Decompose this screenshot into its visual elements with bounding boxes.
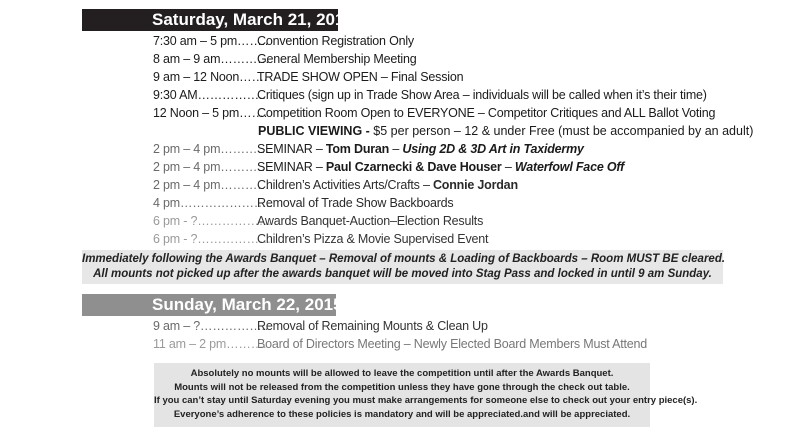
saturday-header: Saturday, March 21, 2015: [82, 9, 338, 31]
banquet-notice-line: Immediately following the Awards Banquet – Removal of mounts & Loading of Backboards – Room MUST BE cleared.: [82, 253, 726, 265]
row-description: General Membership Meeting: [257, 52, 417, 66]
row-time: 9 am – ?……………..: [153, 319, 269, 333]
schedule-row: [153, 68, 463, 86]
row-description: Awards Banquet-Auction–Election Results: [257, 214, 484, 228]
seminar-title: Waterfowl Face Off: [514, 160, 625, 174]
seminar-prefix: SEMINAR –: [257, 160, 326, 174]
banquet-notice-line: All mounts not picked up after the awards banquet will be moved into Stag Pass and locked in until 9 am Sunday.: [93, 268, 712, 280]
schedule-row: [153, 140, 584, 158]
schedule-row: [153, 32, 414, 50]
row-description: Convention Registration Only: [257, 34, 414, 48]
policy-line: Mounts will not be released from the competition unless they have gone through the check out table.: [174, 381, 630, 393]
separator: –: [501, 160, 515, 174]
activity-prefix: Children’s Activities Arts/Crafts –: [257, 178, 433, 192]
row-description: [257, 140, 584, 158]
schedule-row: [153, 158, 624, 176]
presenter-name: Tom Duran: [325, 142, 390, 156]
schedule-row: [153, 212, 483, 230]
schedule-row: [153, 230, 488, 248]
row-time: 6 pm - ?………………: [153, 232, 272, 246]
row-time: 9 am – 12 Noon…….: [153, 70, 268, 84]
schedule-row: [153, 335, 647, 353]
banquet-notice-band: [82, 250, 726, 284]
policy-notice-box: [154, 363, 698, 427]
schedule-row: [153, 104, 715, 122]
row-description: Critiques (sign up in Trade Show Area – individuals will be called when it’s their time): [257, 88, 707, 102]
separator: –: [389, 142, 403, 156]
policy-line: If you can’t stay until Saturday evening you must make arrangements for someone else to check out your entry piece(s).: [154, 395, 698, 407]
row-description: Children’s Pizza & Movie Supervised Event: [257, 232, 489, 246]
presenter-name: Paul Czarnecki & Dave Houser: [325, 160, 502, 174]
public-viewing-text: $5 per person – 12 & under Free (must be accompanied by an adult): [369, 124, 754, 138]
policy-line: Everyone’s adherence to these policies is mandatory and will be appreciated.and will be appreciated.: [173, 408, 631, 420]
row-time: 4 pm…………………..: [153, 196, 273, 210]
public-viewing-label: PUBLIC VIEWING -: [258, 124, 370, 138]
row-description: Board of Directors Meeting – Newly Elected Board Members Must Attend: [257, 337, 648, 351]
policy-line: Absolutely no mounts will be allowed to leave the competition until after the Awards Banquet.: [190, 368, 614, 379]
sunday-header: Sunday, March 22, 2015: [82, 294, 336, 316]
row-time: 2 pm – 4 pm…………: [153, 178, 270, 192]
schedule-row: [153, 50, 416, 68]
row-time: 2 pm – 4 pm…………: [153, 160, 270, 174]
public-viewing-line: [258, 122, 753, 140]
schedule-row: [153, 86, 707, 104]
schedule-row: [153, 194, 453, 212]
row-description: [257, 158, 624, 176]
row-time: 11 am – 2 pm……….: [153, 337, 267, 351]
row-description: Removal of Trade Show Backboards: [257, 196, 454, 210]
row-time: 9:30 AM……………..: [153, 88, 266, 102]
seminar-prefix: SEMINAR –: [257, 142, 326, 156]
row-description: Competition Room Open to EVERYONE – Competitor Critiques and ALL Ballot Voting: [257, 106, 716, 120]
row-description: Removal of Remaining Mounts & Clean Up: [257, 319, 488, 333]
row-description: TRADE SHOW OPEN – Final Session: [257, 70, 464, 84]
row-time: 6 pm - ?………………: [153, 214, 272, 228]
row-time: 2 pm – 4 pm…………: [153, 142, 270, 156]
seminar-title: Using 2D & 3D Art in Taxidermy: [402, 142, 584, 156]
row-time: 7:30 am – 5 pm……..: [153, 34, 269, 48]
presenter-name: Connie Jordan: [432, 178, 518, 192]
row-description: [257, 176, 518, 194]
row-time: 8 am – 9 am…………: [153, 52, 270, 66]
schedule-row: [153, 176, 518, 194]
schedule-row: [153, 317, 488, 335]
row-time: 12 Noon – 5 pm…….: [153, 106, 268, 120]
